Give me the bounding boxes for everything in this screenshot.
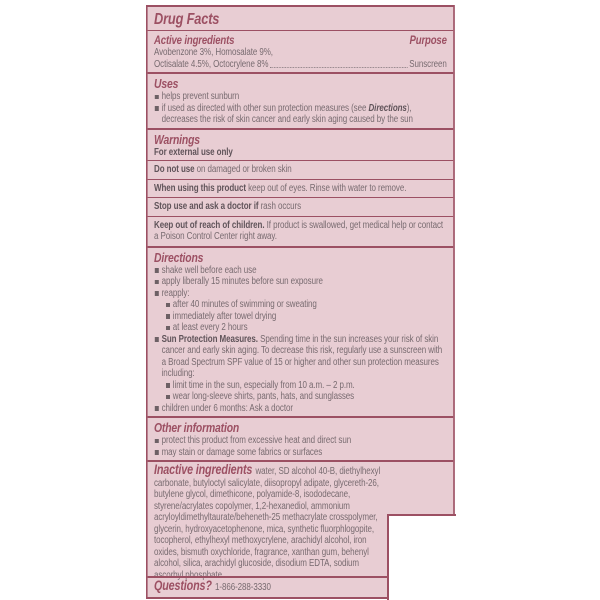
label-notch-cutout xyxy=(387,514,456,600)
questions-heading: Questions? xyxy=(154,577,212,593)
section-divider xyxy=(148,128,454,130)
directions-subitem-2hours: at least every 2 hours xyxy=(154,322,447,334)
bullet-icon xyxy=(155,450,159,455)
section-divider xyxy=(148,246,454,248)
bullet-icon xyxy=(155,268,159,273)
warnings-heading: Warnings xyxy=(154,131,200,147)
bullet-icon xyxy=(166,314,170,319)
warning-row-stop-use: Stop use and ask a doctor if rash occurs xyxy=(154,201,302,212)
directions-item-children: children under 6 months: Ask a doctor xyxy=(154,403,447,415)
bullet-icon xyxy=(155,406,159,411)
drug-facts-title: Drug Facts xyxy=(154,11,220,28)
directions-subitem-limit-time: limit time in the sun, especially from 10 a.m. – 2 p.m. xyxy=(154,380,447,392)
bullet-icon xyxy=(166,326,170,331)
warnings-divider xyxy=(148,160,454,161)
other-information-heading: Other information xyxy=(154,420,240,435)
directions-subitem-clothing: wear long-sleeve shirts, pants, hats, and sunglasses xyxy=(154,391,447,403)
bullet-icon xyxy=(155,280,159,285)
uses-item-2 xyxy=(154,103,447,126)
directions-item-shake: shake well before each use xyxy=(154,265,447,277)
purpose-heading: Purpose xyxy=(409,33,447,47)
warnings-subhead: For external use only xyxy=(154,146,233,158)
directions-subitem-towel: immediately after towel drying xyxy=(154,311,447,323)
section-divider xyxy=(148,72,454,74)
section-divider xyxy=(148,416,454,418)
bullet-icon xyxy=(155,337,159,342)
warning-row-keep-out-of-reach: Keep out of reach of children. If product is swallowed, get medical help or contact a Poison Control Center right away. xyxy=(154,219,444,242)
drug-facts-label xyxy=(146,5,455,599)
uses-item-2-text: if used as directed with other sun protection measures (see Directions), decreases the risk of skin cancer and early skin aging caused by the sun xyxy=(161,102,413,125)
warnings-divider xyxy=(148,179,454,180)
uses-heading: Uses xyxy=(154,76,179,91)
directions-subitem-swimming: after 40 minutes of swimming or sweating xyxy=(154,299,447,311)
bullet-icon xyxy=(166,383,170,388)
other-item-heat: protect this product from excessive heat and direct sun xyxy=(154,435,447,447)
bullet-icon xyxy=(166,395,170,400)
warning-row-do-not-use: Do not use on damaged or broken skin xyxy=(154,164,292,175)
bullet-icon xyxy=(166,303,170,308)
active-ingredients-line1: Avobenzone 3%, Homosalate 9%, xyxy=(154,47,273,58)
directions-item-sun-protection xyxy=(154,334,447,380)
bullet-icon xyxy=(155,291,159,296)
other-item-stain: may stain or damage some fabrics or surfaces xyxy=(154,447,447,459)
sun-protection-text: Sun Protection Measures. Spending time in the sun increases your risk of skin cancer and early skin aging. To decrease this risk, regularly use a sunscreen with a Broad Spectrum SPF value of 15 or higher and other sun protection measures including: xyxy=(161,333,443,379)
warnings-divider xyxy=(148,216,454,217)
bullet-icon xyxy=(155,95,159,100)
dotted-leader xyxy=(270,67,408,68)
active-ingredients-line2 xyxy=(154,59,447,71)
inactive-ingredients-heading: Inactive ingredients xyxy=(154,462,253,477)
directions-heading: Directions xyxy=(154,249,204,265)
active-ingredients-heading: Active ingredients xyxy=(154,33,235,47)
warnings-divider xyxy=(148,197,454,198)
uses-item-1: helps prevent sunburn xyxy=(154,91,447,103)
active-ingredients-names: Octisalate 4.5%, Octocrylene 8% xyxy=(154,58,269,70)
directions-item-reapply: reapply: xyxy=(154,288,447,300)
inactive-ingredients-text: water, SD alcohol 40-B, diethylhexyl carbonate, butyloctyl salicylate, diisopropyl adipate, glycereth-26, butylene glycol, dimethicone, polyamide-8, isododecane, styrene/acrylates copolymer, 1,2-hexanediol, ammonium acryloyldimethyltaurate/beheneth-25 methacrylate crosspolymer, glycerin, hydroxyacetophenone, mica, synthetic fluorphlogopite, tocopherol, ethylhexyl methoxycrylene, arachidyl alcohol, iron oxides, bismuth oxychloride, fragrance, xanthan gum, behenyl alcohol, silica, arachidyl glucoside, disodium EDTA, sodium ascorbyl phosphate xyxy=(154,466,381,581)
directions-reference: Directions xyxy=(368,102,407,114)
bullet-icon xyxy=(155,106,159,111)
bullet-icon xyxy=(155,439,159,444)
warning-row-when-using: When using this product keep out of eyes. Rinse with water to remove. xyxy=(154,182,407,194)
purpose-value: Sunscreen xyxy=(409,58,447,70)
active-ingredients-header-row xyxy=(154,33,447,47)
title-divider xyxy=(148,30,454,31)
directions-item-apply: apply liberally 15 minutes before sun exposure xyxy=(154,276,447,288)
questions-phone-number: 1-866-288-3330 xyxy=(215,581,271,593)
